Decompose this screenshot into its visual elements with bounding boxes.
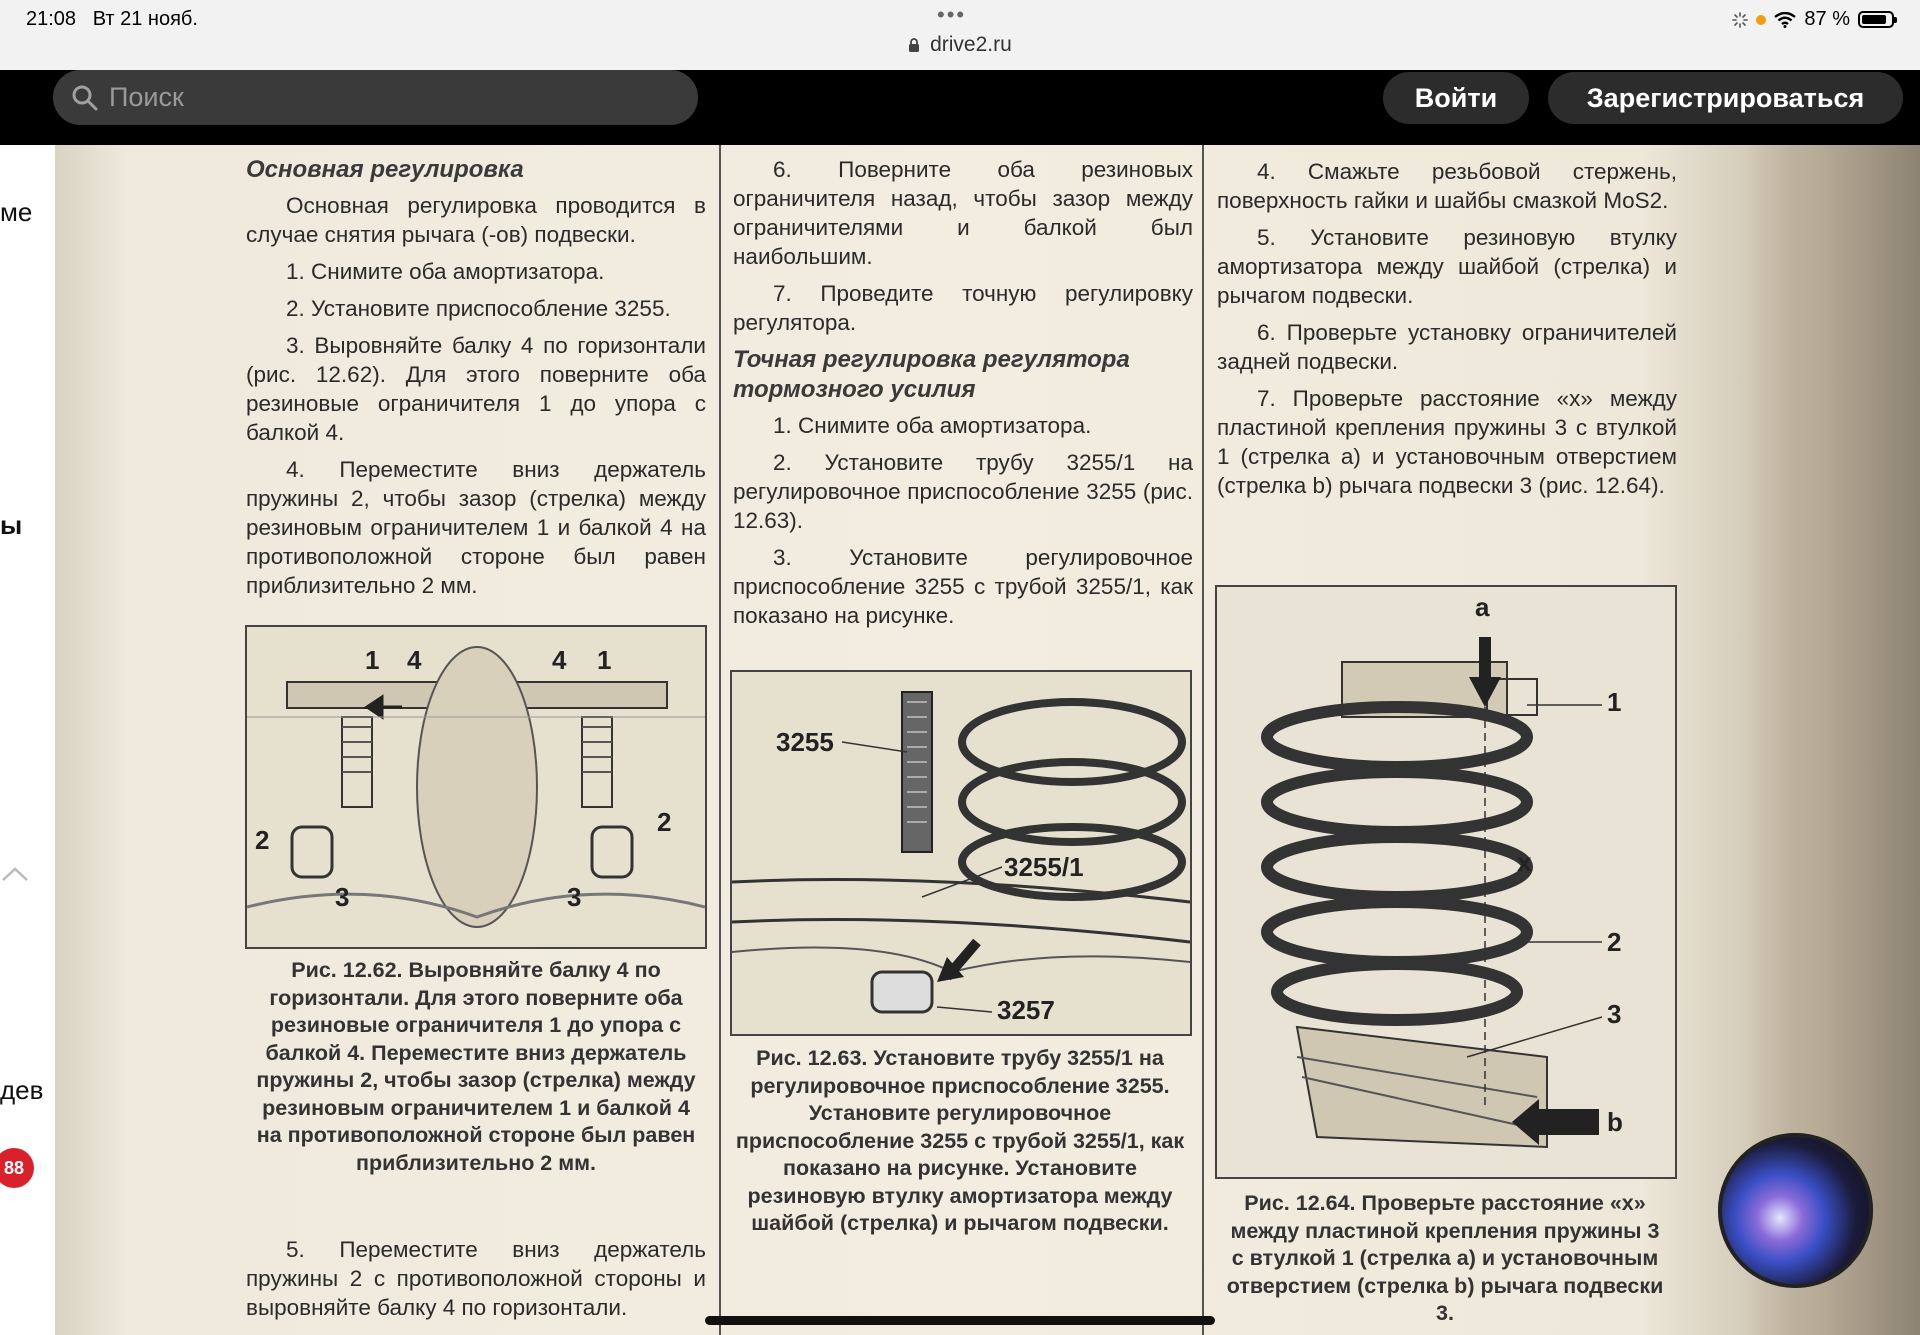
left-text-fragment: ы: [0, 510, 23, 540]
figure-label: 3257: [997, 995, 1055, 1025]
register-button[interactable]: Зарегистрироваться: [1548, 72, 1903, 124]
battery-icon: [1858, 11, 1894, 28]
paragraph: 2. Установите трубу 3255/1 на регулировочное приспособление 3255 (рис. 12.63).: [733, 450, 1193, 533]
figure-label: 4: [552, 645, 567, 675]
figure-caption: Рис. 12.63. Установите трубу 3255/1 на регулировочное приспособление 3255. Установите регулировочное приспособление 3255 с трубой 3255/1, как показано на рисунке. Установите резиновую втулку амортизатора между шайбой (стрелка) и рычагом подвески.: [735, 1046, 1185, 1235]
figure-label: b: [1607, 1107, 1623, 1137]
status-date: Вт 21 нояб.: [92, 8, 198, 30]
status-time-date: [26, 8, 198, 31]
figure-12-62: [245, 625, 707, 949]
battery-percent: 87 %: [1804, 8, 1850, 30]
page-content: [0, 145, 1920, 1335]
paragraph: 3. Выровняйте балку 4 по горизонтали (рис. 12.62). Для этого поверните оба резиновые ограничителя 1 до упора с балкой 4.: [246, 333, 706, 445]
column-divider: [1202, 145, 1204, 1335]
left-text-fragment: дев: [0, 1075, 44, 1105]
lock-icon: [908, 38, 920, 53]
figure-label: 3: [335, 882, 350, 912]
figure-label: 3255: [776, 727, 834, 757]
siri-orb-icon[interactable]: [1718, 1133, 1873, 1288]
status-indicators: [1732, 8, 1894, 31]
figure-label: 1: [365, 645, 380, 675]
column-divider: [719, 145, 721, 1335]
paragraph: 5. Переместите вниз держатель пружины 2 с противоположной стороны и выровняйте балку 4 по горизонтали.: [246, 1237, 706, 1320]
text-column-1: [246, 155, 706, 608]
paragraph: Основная регулировка проводится в случае снятия рычага (-ов) подвески.: [246, 193, 706, 247]
recording-dot-icon: [1756, 15, 1766, 25]
section-heading: Точная регулировка регулятора тормозного усилия: [733, 346, 1130, 403]
status-time: 21:08: [26, 8, 77, 30]
figure-12-64: [1215, 585, 1677, 1179]
activity-spinner-icon: [1732, 12, 1748, 28]
paragraph: 5. Установите резиновую втулку амортизатора между шайбой (стрелка) и рычагом подвески.: [1217, 225, 1677, 308]
text-column-3: [1217, 157, 1677, 508]
search-box[interactable]: [53, 70, 698, 125]
login-button[interactable]: Войти: [1383, 72, 1529, 124]
spring-distance-diagram: [1217, 587, 1675, 1177]
url-text: drive2.ru: [930, 33, 1012, 56]
paragraph: 7. Проведите точную регулировку регулятора.: [733, 281, 1193, 335]
figure-12-63: [730, 670, 1192, 1036]
left-text-fragment: ме: [0, 197, 33, 227]
search-input[interactable]: [107, 81, 671, 114]
battery-fill: [1862, 15, 1886, 24]
tab-overview-dots-icon[interactable]: •••: [937, 2, 967, 27]
paragraph: 6. Поверните оба резиновых ограничителя назад, чтобы зазор между ограничителями и балкой был наибольшим.: [733, 157, 1193, 269]
figure-label: a: [1475, 592, 1490, 622]
paragraph: 6. Проверьте установку ограничителей задней подвески.: [1217, 320, 1677, 374]
paragraph: 4. Переместите вниз держатель пружины 2, чтобы зазор (стрелка) между резиновым ограничителем 1 и балкой 4 на противоположной стороне был равен приблизительно 2 мм.: [246, 457, 706, 598]
figure-label: 2: [255, 825, 270, 855]
site-header: [0, 70, 1920, 145]
figure-caption: Рис. 12.64. Проверьте расстояние «х» между пластиной крепления пружины 3 с втулкой 1 (стрелка а) и установочным отверстием (стрелка b) рычага подвески 3.: [1226, 1191, 1664, 1325]
left-page-strip: [0, 145, 55, 1335]
status-bar: [0, 0, 1920, 70]
figure-label: 1: [1607, 687, 1622, 717]
figure-caption: Рис. 12.62. Выровняйте балку 4 по горизонтали. Для этого поверните оба резиновые ограничителя 1 до упора с балкой 4. Переместите вниз держатель пружины 2, чтобы зазор (стрелка) между резиновым ограничителем 1 и балкой 4 на противоположной стороне был равен приблизительно 2 мм.: [256, 958, 696, 1175]
notification-badge[interactable]: 88: [0, 1148, 34, 1188]
section-heading: Основная регулировка: [246, 156, 524, 183]
figure-caption-12-63-wrap: [735, 1045, 1185, 1238]
figure-label: 2: [1607, 927, 1622, 957]
figure-label: 1: [597, 645, 612, 675]
text-column-2: [733, 155, 1193, 638]
suspension-diagram: [247, 627, 705, 947]
paragraph: 2. Установите приспособление 3255.: [286, 296, 671, 321]
figure-label: 3255/1: [1004, 852, 1084, 882]
paragraph: 7. Проверьте расстояние «х» между пластиной крепления пружины 3 с втулкой 1 (стрелка а) и установочным отверстием (стрелка b) рычага подвески 3 (рис. 12.64).: [1217, 386, 1677, 498]
url-bar[interactable]: [0, 33, 1920, 57]
paragraph: 1. Снимите оба амортизатора.: [286, 259, 605, 284]
figure-label: 2: [657, 807, 672, 837]
figure-label: x: [1517, 847, 1532, 877]
paragraph: 1. Снимите оба амортизатора.: [773, 413, 1092, 438]
figure-label: 4: [407, 645, 422, 675]
figure-label: 3: [1607, 999, 1622, 1029]
wifi-icon: [1774, 12, 1796, 28]
home-indicator[interactable]: [705, 1316, 1215, 1325]
text-column-1-bottom: [246, 1235, 706, 1330]
search-icon: [71, 84, 99, 112]
figure-label: 3: [567, 882, 582, 912]
chevron-up-icon[interactable]: [0, 860, 30, 890]
paragraph: 3. Установите регулировочное приспособление 3255 с трубой 3255/1, как показано на рисунке.: [733, 545, 1193, 628]
figure-caption-12-62-wrap: [248, 957, 704, 1177]
paragraph: 4. Смажьте резьбовой стержень, поверхность гайки и шайбы смазкой MoS2.: [1217, 159, 1677, 213]
figure-caption-12-64-wrap: [1225, 1190, 1665, 1328]
